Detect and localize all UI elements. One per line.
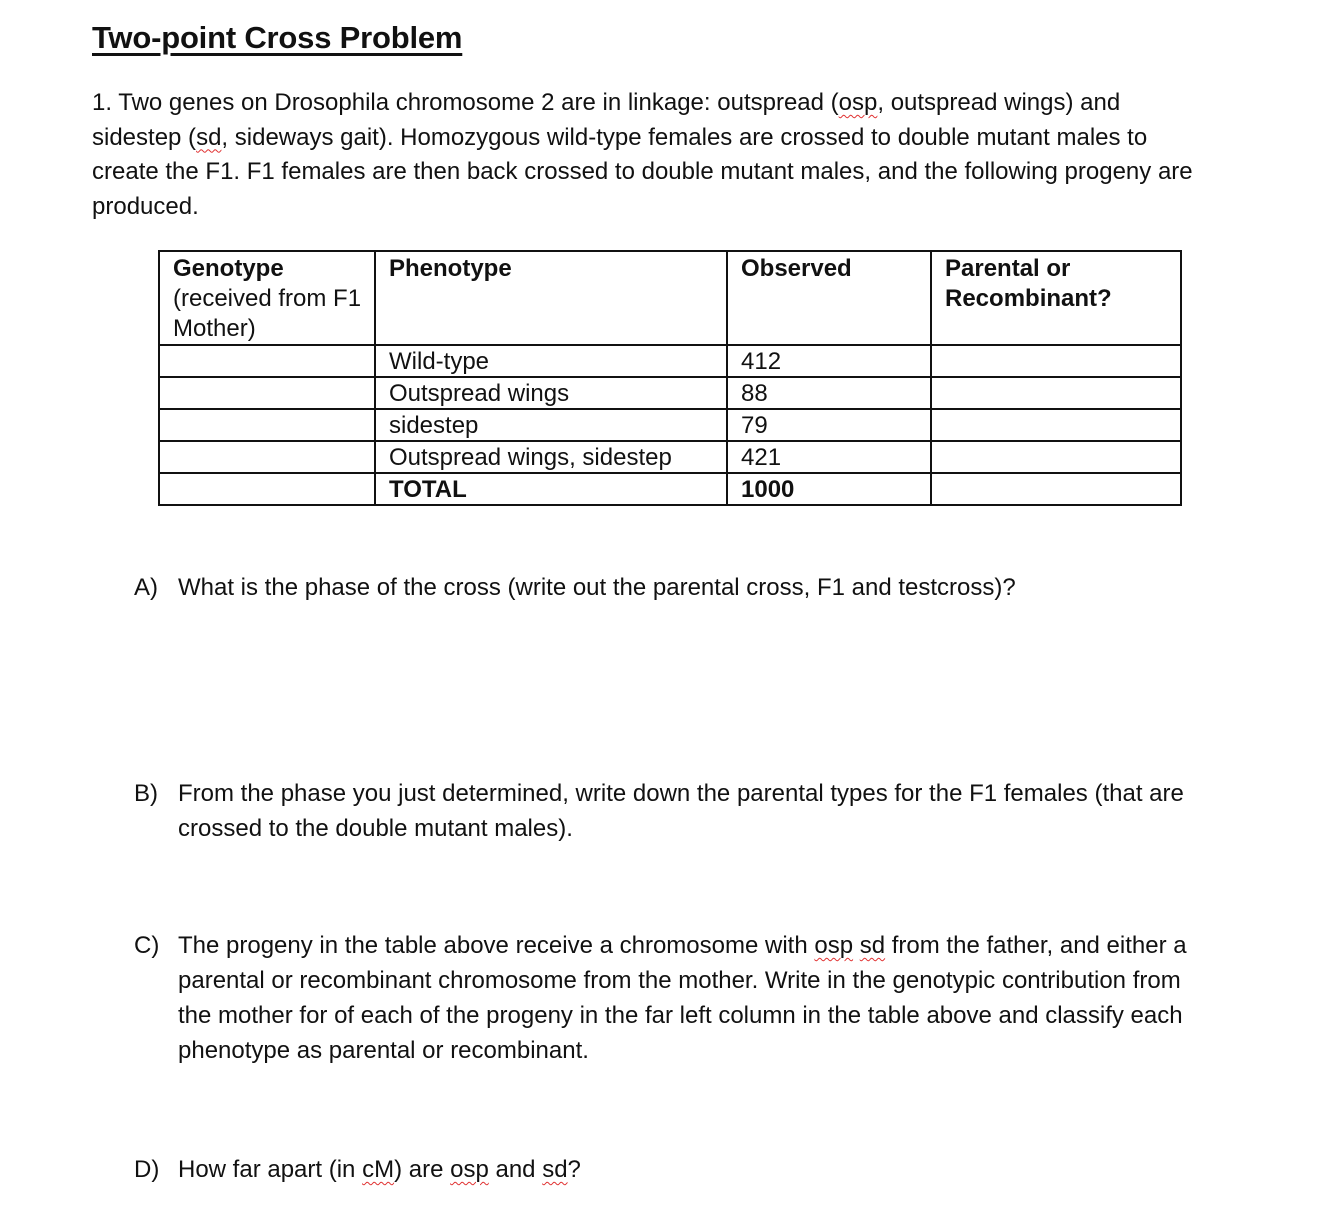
table-total-row [159, 473, 1181, 505]
question-a-label: A) [134, 574, 158, 601]
parental-cell[interactable] [931, 377, 1181, 409]
phenotype-cell: sidestep [375, 409, 727, 441]
table-row [159, 377, 1181, 409]
total-parental-cell [931, 473, 1181, 505]
intro-text-1: 1. Two genes on Drosophila chromosome 2 are in linkage: outspread ( [92, 89, 839, 116]
progeny-table [158, 250, 1182, 506]
intro-paragraph [92, 86, 1212, 224]
table-row [159, 345, 1181, 377]
observed-cell: 79 [727, 409, 931, 441]
question-d-text-4: ? [567, 1156, 581, 1183]
observed-cell: 412 [727, 345, 931, 377]
phenotype-cell: Wild-type [375, 345, 727, 377]
question-d-text-2: ) are [394, 1156, 451, 1183]
parental-cell[interactable] [931, 409, 1181, 441]
question-a-text: What is the phase of the cross (write out the parental cross, F1 and testcross)? [178, 574, 1016, 601]
question-c-text [178, 928, 1214, 1068]
phenotype-cell: Outspread wings [375, 377, 727, 409]
genotype-cell[interactable] [159, 345, 375, 377]
question-c-text-1: The progeny in the table above receive a chromosome with [178, 932, 815, 959]
header-genotype [159, 251, 375, 345]
question-b [134, 776, 1214, 846]
gene-symbol-osp: osp [450, 1156, 489, 1183]
parental-cell[interactable] [931, 441, 1181, 473]
gene-symbol-sd: sd [196, 123, 222, 151]
question-d [134, 1152, 1214, 1187]
observed-cell: 88 [727, 377, 931, 409]
table-header-row [159, 251, 1181, 345]
parental-cell[interactable] [931, 345, 1181, 377]
question-c [134, 928, 1214, 1068]
total-genotype-cell [159, 473, 375, 505]
header-phenotype: Phenotype [375, 251, 727, 345]
question-c-label: C) [134, 932, 160, 959]
total-observed: 1000 [727, 473, 931, 505]
question-d-text-1: How far apart (in [178, 1156, 363, 1183]
gene-symbol-osp: osp [814, 932, 854, 959]
gene-symbol-sd: sd [859, 932, 886, 959]
unit-cm: cM [362, 1156, 395, 1183]
total-label: TOTAL [375, 473, 727, 505]
gene-symbol-osp: osp [838, 89, 878, 116]
question-c-space [853, 932, 860, 959]
genotype-cell[interactable] [159, 409, 375, 441]
question-d-text [178, 1152, 1214, 1187]
header-parental-or-recombinant: Parental or Recombinant? [931, 251, 1181, 345]
question-d-text-3: and [488, 1156, 543, 1183]
header-observed: Observed [727, 251, 931, 345]
intro-text-2: , outspread wings) and sidestep ( [92, 89, 1121, 151]
observed-cell: 421 [727, 441, 931, 473]
question-b-text: From the phase you just determined, write down the parental types for the F1 females (that are crossed to the double mutant males). [178, 780, 1184, 842]
gene-symbol-sd: sd [542, 1156, 568, 1183]
genotype-cell[interactable] [159, 441, 375, 473]
question-a [134, 570, 1214, 605]
phenotype-cell: Outspread wings, sidestep [375, 441, 727, 473]
intro-text-3: , sideways gait). Homozygous wild-type females are crossed to double mutant males to create the F1. F1 females are then back crossed to double mutant males, and the following progeny are produced. [92, 123, 1193, 220]
page-title: Two-point Cross Problem [92, 20, 463, 55]
table-row [159, 441, 1181, 473]
header-genotype-label: Genotype [173, 255, 284, 282]
header-genotype-sub: (received from F1 Mother) [173, 285, 362, 342]
question-d-label: D) [134, 1156, 160, 1183]
question-b-label: B) [134, 780, 158, 807]
table-row [159, 409, 1181, 441]
question-c-text-2: from the father, and either a parental or recombinant chromosome from the mother. Write in the genotypic contribution from the mother for of each of the progeny in the far left column in the table above and classify each phenotype as parental or recombinant. [178, 932, 1187, 1064]
genotype-cell[interactable] [159, 377, 375, 409]
